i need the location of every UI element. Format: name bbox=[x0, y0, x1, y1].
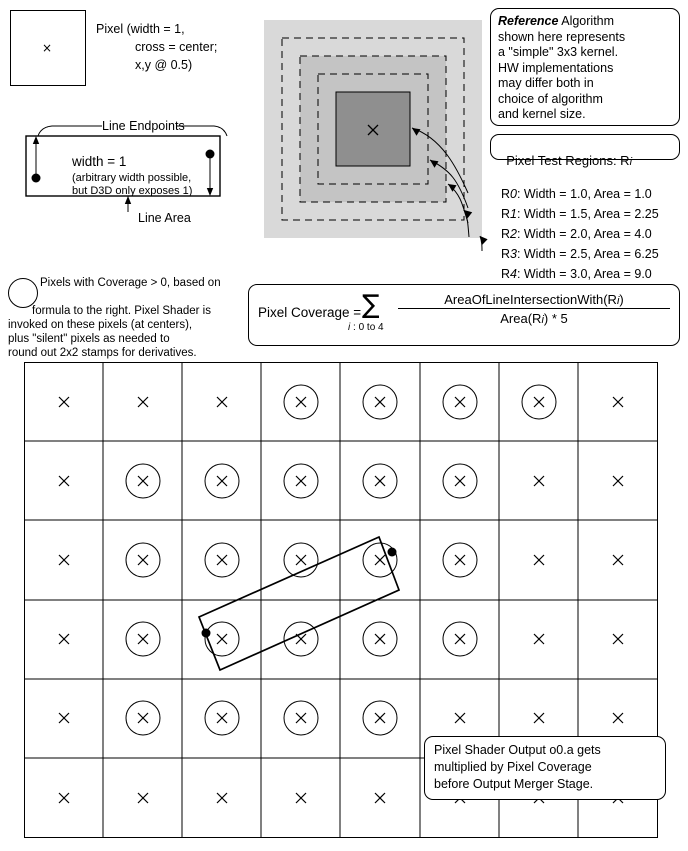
reference-line-4: may differ both in bbox=[498, 76, 594, 90]
fraction-denominator-sub: i bbox=[541, 314, 544, 326]
coverage-note bbox=[24, 276, 240, 290]
reference-line-1: shown here represents bbox=[498, 29, 626, 44]
region-row-3-text: : Width = 2.5, Area = 6.25 bbox=[516, 246, 659, 261]
pixel-coverage-sigma: ∑ bbox=[362, 290, 380, 320]
output-note-line-2: before Output Merger Stage. bbox=[434, 777, 594, 791]
pixel-box-label-line-3: x,y @ 0.5) bbox=[135, 58, 193, 72]
sigma-sub-i: i bbox=[348, 322, 351, 333]
fraction-numerator-end: ) bbox=[619, 292, 624, 307]
reference-line-2: a "simple" 3x3 kernel. bbox=[498, 45, 619, 59]
fraction-denominator bbox=[398, 309, 670, 326]
reference-algorithm-note-text bbox=[498, 14, 676, 123]
output-note-line-0: Pixel Shader Output o0.a gets bbox=[434, 743, 601, 757]
coverage-note-line-2: invoked on these pixels (at centers), bbox=[8, 319, 193, 331]
pixel-test-regions-diagram bbox=[262, 18, 492, 268]
fraction-denominator-pre: Area(R bbox=[500, 311, 542, 326]
line-area-label: Line Area bbox=[138, 211, 191, 225]
pixel-coverage-formula-lhs: Pixel Coverage = bbox=[258, 305, 365, 320]
region-row-3-name: R3 bbox=[500, 246, 517, 261]
line-width-label: width = 1 bbox=[72, 154, 127, 169]
pixel-coverage-sigma-sub bbox=[348, 322, 384, 334]
region-row-0-name: R0 bbox=[500, 186, 517, 201]
reference-line-5: choice of algorithm bbox=[498, 91, 603, 106]
region-row-2-text: : Width = 2.0, Area = 4.0 bbox=[516, 226, 652, 241]
pixel-shader-output-note-text bbox=[434, 742, 662, 793]
output-note-line-1: multiplied by Pixel Coverage bbox=[434, 760, 592, 774]
region-row-0-text: : Width = 1.0, Area = 1.0 bbox=[516, 186, 652, 201]
fraction-numerator-text: AreaOfLineIntersectionWith(R bbox=[444, 292, 617, 307]
coverage-note-line-3: plus "silent" pixels as needed to bbox=[8, 333, 170, 345]
reference-line-6: and kernel size. bbox=[498, 107, 586, 121]
coverage-note-line-4: round out 2x2 stamps for derivatives. bbox=[8, 347, 197, 359]
fraction-numerator-sub: i bbox=[616, 295, 620, 307]
reference-line-3: HW implementations bbox=[498, 60, 614, 75]
pixel-box-label-line-2: cross = center; bbox=[135, 40, 218, 54]
line-quad bbox=[199, 537, 399, 670]
region-row-4 bbox=[494, 252, 652, 281]
coverage-note-rest bbox=[8, 290, 244, 360]
pixel-coverage-fraction bbox=[398, 292, 670, 326]
pixel-test-regions-heading bbox=[499, 139, 632, 169]
region-row-1-text: : Width = 1.5, Area = 2.25 bbox=[516, 206, 659, 221]
fraction-denominator-post: ) * 5 bbox=[543, 311, 568, 326]
region-row-4-text: : Width = 3.0, Area = 9.0 bbox=[516, 266, 652, 281]
reference-emphasis: Reference bbox=[498, 14, 559, 28]
pixel-box-label-line-1: Pixel (width = 1, bbox=[96, 22, 185, 36]
line-width-note-2: but D3D only exposes 1) bbox=[72, 185, 193, 197]
sigma-sub-range: : 0 to 4 bbox=[350, 322, 384, 333]
pixel-center-cross: × bbox=[42, 41, 53, 55]
line-endpoints-title: Line Endpoints bbox=[102, 119, 185, 133]
line-width-note-1: (arbitrary width possible, bbox=[72, 172, 192, 184]
fraction-numerator bbox=[398, 292, 670, 308]
coverage-note-line-0: Pixels with Coverage > 0, based on bbox=[40, 277, 221, 289]
pixel-test-regions-heading-text: Pixel Test Regions: R bbox=[506, 152, 630, 168]
region-row-1-name: R1 bbox=[500, 206, 517, 221]
region-row-2-name: R2 bbox=[500, 226, 517, 241]
coverage-note-line-1: formula to the right. Pixel Shader is bbox=[32, 305, 211, 317]
region-row-4-name: R4 bbox=[500, 266, 517, 281]
reference-line-0: Algorithm bbox=[558, 14, 615, 28]
pixel-test-regions-heading-sub: i bbox=[629, 155, 633, 168]
